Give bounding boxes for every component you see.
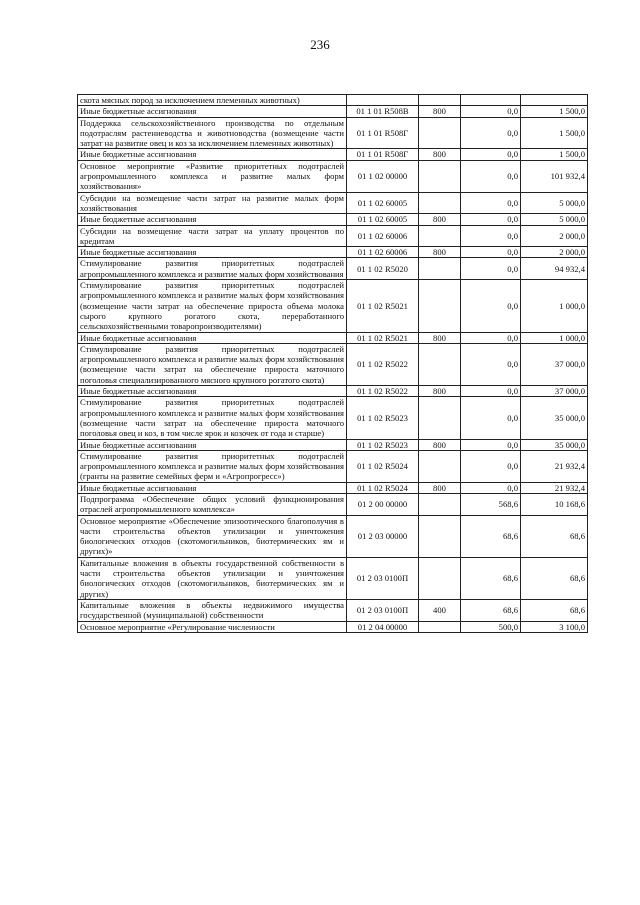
row-amount-2-cell: 2 000,0 xyxy=(521,225,588,247)
row-amount-2-cell: 94 932,4 xyxy=(521,258,588,280)
row-expense-type-cell: 800 xyxy=(419,439,461,450)
row-amount-2-cell: 37 000,0 xyxy=(521,386,588,397)
table-row xyxy=(78,192,588,214)
table-row xyxy=(78,247,588,258)
table-row xyxy=(78,149,588,160)
row-name-cell: Субсидии на возмещение части затрат на уплату процентов по кредитам xyxy=(78,225,347,247)
page-number: 236 xyxy=(310,37,330,52)
row-name-cell: Субсидии на возмещение части затрат на развитие малых форм хозяйствования xyxy=(78,192,347,214)
row-expense-type-cell: 800 xyxy=(419,482,461,493)
row-code-cell: 01 1 02 60005 xyxy=(347,192,419,214)
row-expense-type-cell xyxy=(419,160,461,192)
table-row xyxy=(78,343,588,385)
row-code-cell: 01 1 02 R5023 xyxy=(347,397,419,439)
row-amount-2-cell: 68,6 xyxy=(521,515,588,557)
table-row xyxy=(78,214,588,225)
row-amount-1-cell: 68,6 xyxy=(461,557,521,599)
row-code-cell: 01 1 02 60006 xyxy=(347,225,419,247)
row-amount-1-cell: 0,0 xyxy=(461,160,521,192)
row-name-cell: Стимулирование развития приоритетных подотраслей агропромышленного комплекса и развитие малых форм хозяйствования (гранты на развитие семейных ферм и «Агропрогресс») xyxy=(78,450,347,482)
row-code-cell xyxy=(347,95,419,106)
row-amount-1-cell: 68,6 xyxy=(461,599,521,621)
row-name-cell: Иные бюджетные ассигнования xyxy=(78,247,347,258)
row-amount-2-cell: 5 000,0 xyxy=(521,214,588,225)
row-amount-2-cell: 21 932,4 xyxy=(521,482,588,493)
row-expense-type-cell xyxy=(419,621,461,632)
row-expense-type-cell: 800 xyxy=(419,149,461,160)
row-name-cell: Иные бюджетные ассигнования xyxy=(78,106,347,117)
table-row xyxy=(78,493,588,515)
row-code-cell: 01 1 02 R5024 xyxy=(347,450,419,482)
table-row xyxy=(78,280,588,332)
row-amount-1-cell: 0,0 xyxy=(461,149,521,160)
table-row xyxy=(78,258,588,280)
row-amount-1-cell: 0,0 xyxy=(461,192,521,214)
row-amount-1-cell: 68,6 xyxy=(461,515,521,557)
row-expense-type-cell: 800 xyxy=(419,386,461,397)
row-name-cell: Капитальные вложения в объекты государственной собственности в части строительства объектов утилизации и уничтожения биологических отходов (скотомогильников, биотермических ям и других) xyxy=(78,557,347,599)
row-code-cell: 01 1 02 R5022 xyxy=(347,386,419,397)
row-code-cell: 01 2 03 0100П xyxy=(347,557,419,599)
row-expense-type-cell xyxy=(419,397,461,439)
row-name-cell: Иные бюджетные ассигнования xyxy=(78,332,347,343)
row-amount-1-cell: 0,0 xyxy=(461,225,521,247)
row-amount-2-cell: 101 932,4 xyxy=(521,160,588,192)
row-amount-2-cell: 37 000,0 xyxy=(521,343,588,385)
table-row xyxy=(78,397,588,439)
row-amount-2-cell: 68,6 xyxy=(521,557,588,599)
row-amount-1-cell: 0,0 xyxy=(461,332,521,343)
row-amount-1-cell: 0,0 xyxy=(461,280,521,332)
row-expense-type-cell xyxy=(419,95,461,106)
row-name-cell: Стимулирование развития приоритетных подотраслей агропромышленного комплекса и развитие малых форм хозяйствования (возмещение части затрат на обеспечение прироста маточного поголовья овец и коз, в том числе ярок и козочек от года и старше) xyxy=(78,397,347,439)
row-code-cell: 01 2 03 00000 xyxy=(347,515,419,557)
row-amount-2-cell: 5 000,0 xyxy=(521,192,588,214)
table-row xyxy=(78,621,588,632)
budget-table-body xyxy=(78,95,588,633)
row-expense-type-cell xyxy=(419,450,461,482)
budget-table xyxy=(77,94,588,633)
row-name-cell: Стимулирование развития приоритетных подотраслей агропромышленного комплекса и развитие малых форм хозяйствования (возмещение части затрат на обеспечение прироста маточного поголовья специализированного мясного крупного рогатого скота) xyxy=(78,343,347,385)
row-code-cell: 01 1 02 00000 xyxy=(347,160,419,192)
row-expense-type-cell: 800 xyxy=(419,332,461,343)
table-row xyxy=(78,332,588,343)
table-row xyxy=(78,515,588,557)
row-amount-1-cell: 568,6 xyxy=(461,493,521,515)
row-amount-1-cell: 0,0 xyxy=(461,343,521,385)
row-name-cell: Капитальные вложения в объекты недвижимого имущества государственной (муниципальной) собственности xyxy=(78,599,347,621)
table-row xyxy=(78,117,588,149)
row-expense-type-cell: 800 xyxy=(419,247,461,258)
row-code-cell: 01 1 01 R508Г xyxy=(347,117,419,149)
table-row xyxy=(78,386,588,397)
table-row xyxy=(78,95,588,106)
row-expense-type-cell xyxy=(419,192,461,214)
table-row xyxy=(78,160,588,192)
row-name-cell: Иные бюджетные ассигнования xyxy=(78,386,347,397)
row-code-cell: 01 2 00 00000 xyxy=(347,493,419,515)
row-code-cell: 01 1 02 R5021 xyxy=(347,332,419,343)
row-expense-type-cell: 800 xyxy=(419,214,461,225)
row-amount-2-cell: 2 000,0 xyxy=(521,247,588,258)
row-expense-type-cell: 400 xyxy=(419,599,461,621)
row-expense-type-cell xyxy=(419,515,461,557)
row-amount-1-cell: 0,0 xyxy=(461,386,521,397)
row-amount-1-cell: 500,0 xyxy=(461,621,521,632)
table-row xyxy=(78,106,588,117)
table-row xyxy=(78,439,588,450)
table-row xyxy=(78,599,588,621)
row-amount-1-cell: 0,0 xyxy=(461,258,521,280)
row-amount-2-cell: 10 168,6 xyxy=(521,493,588,515)
row-amount-1-cell: 0,0 xyxy=(461,214,521,225)
row-amount-2-cell xyxy=(521,95,588,106)
row-code-cell: 01 1 02 60005 xyxy=(347,214,419,225)
row-name-cell: Основное мероприятие «Обеспечение эпизоотического благополучия в части строительства объектов утилизации и уничтожения биологических отходов (скотомогильников, биотермических ям и других)» xyxy=(78,515,347,557)
table-row xyxy=(78,450,588,482)
row-expense-type-cell xyxy=(419,258,461,280)
row-code-cell: 01 1 02 R5023 xyxy=(347,439,419,450)
row-name-cell: скота мясных пород за исключением племенных животных) xyxy=(78,95,347,106)
row-amount-2-cell: 1 500,0 xyxy=(521,117,588,149)
row-name-cell: Иные бюджетные ассигнования xyxy=(78,439,347,450)
row-amount-1-cell: 0,0 xyxy=(461,439,521,450)
row-code-cell: 01 1 02 R5022 xyxy=(347,343,419,385)
row-name-cell: Основное мероприятие «Регулирование численности xyxy=(78,621,347,632)
row-name-cell: Поддержка сельскохозяйственного производства по отдельным подотраслям растениеводства и животноводства (возмещение части затрат на развитие овец и коз за исключением племенных животных) xyxy=(78,117,347,149)
row-amount-1-cell: 0,0 xyxy=(461,450,521,482)
row-amount-1-cell: 0,0 xyxy=(461,247,521,258)
row-expense-type-cell: 800 xyxy=(419,106,461,117)
row-name-cell: Иные бюджетные ассигнования xyxy=(78,149,347,160)
row-amount-1-cell xyxy=(461,95,521,106)
row-code-cell: 01 1 02 R5020 xyxy=(347,258,419,280)
row-expense-type-cell xyxy=(419,343,461,385)
row-code-cell: 01 1 01 R508Г xyxy=(347,149,419,160)
row-amount-2-cell: 68,6 xyxy=(521,599,588,621)
row-code-cell: 01 2 04 00000 xyxy=(347,621,419,632)
row-amount-1-cell: 0,0 xyxy=(461,117,521,149)
row-amount-2-cell: 1 500,0 xyxy=(521,106,588,117)
row-amount-2-cell: 21 932,4 xyxy=(521,450,588,482)
row-expense-type-cell xyxy=(419,225,461,247)
row-name-cell: Стимулирование развития приоритетных подотраслей агропромышленного комплекса и развитие малых форм хозяйствования (возмещение части затрат на обеспечение прироста объема молока сырого крупного рогатого скота, переработанного сельскохозяйственными товаропроизводителями) xyxy=(78,280,347,332)
row-amount-2-cell: 1 000,0 xyxy=(521,280,588,332)
row-expense-type-cell xyxy=(419,557,461,599)
row-expense-type-cell xyxy=(419,117,461,149)
row-amount-2-cell: 35 000,0 xyxy=(521,439,588,450)
row-amount-2-cell: 1 500,0 xyxy=(521,149,588,160)
row-code-cell: 01 2 03 0100П xyxy=(347,599,419,621)
row-name-cell: Иные бюджетные ассигнования xyxy=(78,214,347,225)
row-code-cell: 01 1 02 60006 xyxy=(347,247,419,258)
row-code-cell: 01 1 02 R5024 xyxy=(347,482,419,493)
row-name-cell: Стимулирование развития приоритетных подотраслей агропромышленного комплекса и развитие малых форм хозяйствования xyxy=(78,258,347,280)
row-amount-1-cell: 0,0 xyxy=(461,106,521,117)
row-name-cell: Иные бюджетные ассигнования xyxy=(78,482,347,493)
row-amount-2-cell: 35 000,0 xyxy=(521,397,588,439)
table-row xyxy=(78,557,588,599)
row-amount-1-cell: 0,0 xyxy=(461,482,521,493)
row-code-cell: 01 1 01 R508В xyxy=(347,106,419,117)
row-expense-type-cell xyxy=(419,493,461,515)
table-row xyxy=(78,482,588,493)
row-name-cell: Основное мероприятие «Развитие приоритетных подотраслей агропромышленного комплекса и развитие малых форм хозяйствования» xyxy=(78,160,347,192)
row-amount-2-cell: 3 100,0 xyxy=(521,621,588,632)
row-amount-1-cell: 0,0 xyxy=(461,397,521,439)
row-expense-type-cell xyxy=(419,280,461,332)
row-amount-2-cell: 1 000,0 xyxy=(521,332,588,343)
row-code-cell: 01 1 02 R5021 xyxy=(347,280,419,332)
row-name-cell: Подпрограмма «Обеспечение общих условий функционирования отраслей агропромышленного комплекса» xyxy=(78,493,347,515)
table-row xyxy=(78,225,588,247)
